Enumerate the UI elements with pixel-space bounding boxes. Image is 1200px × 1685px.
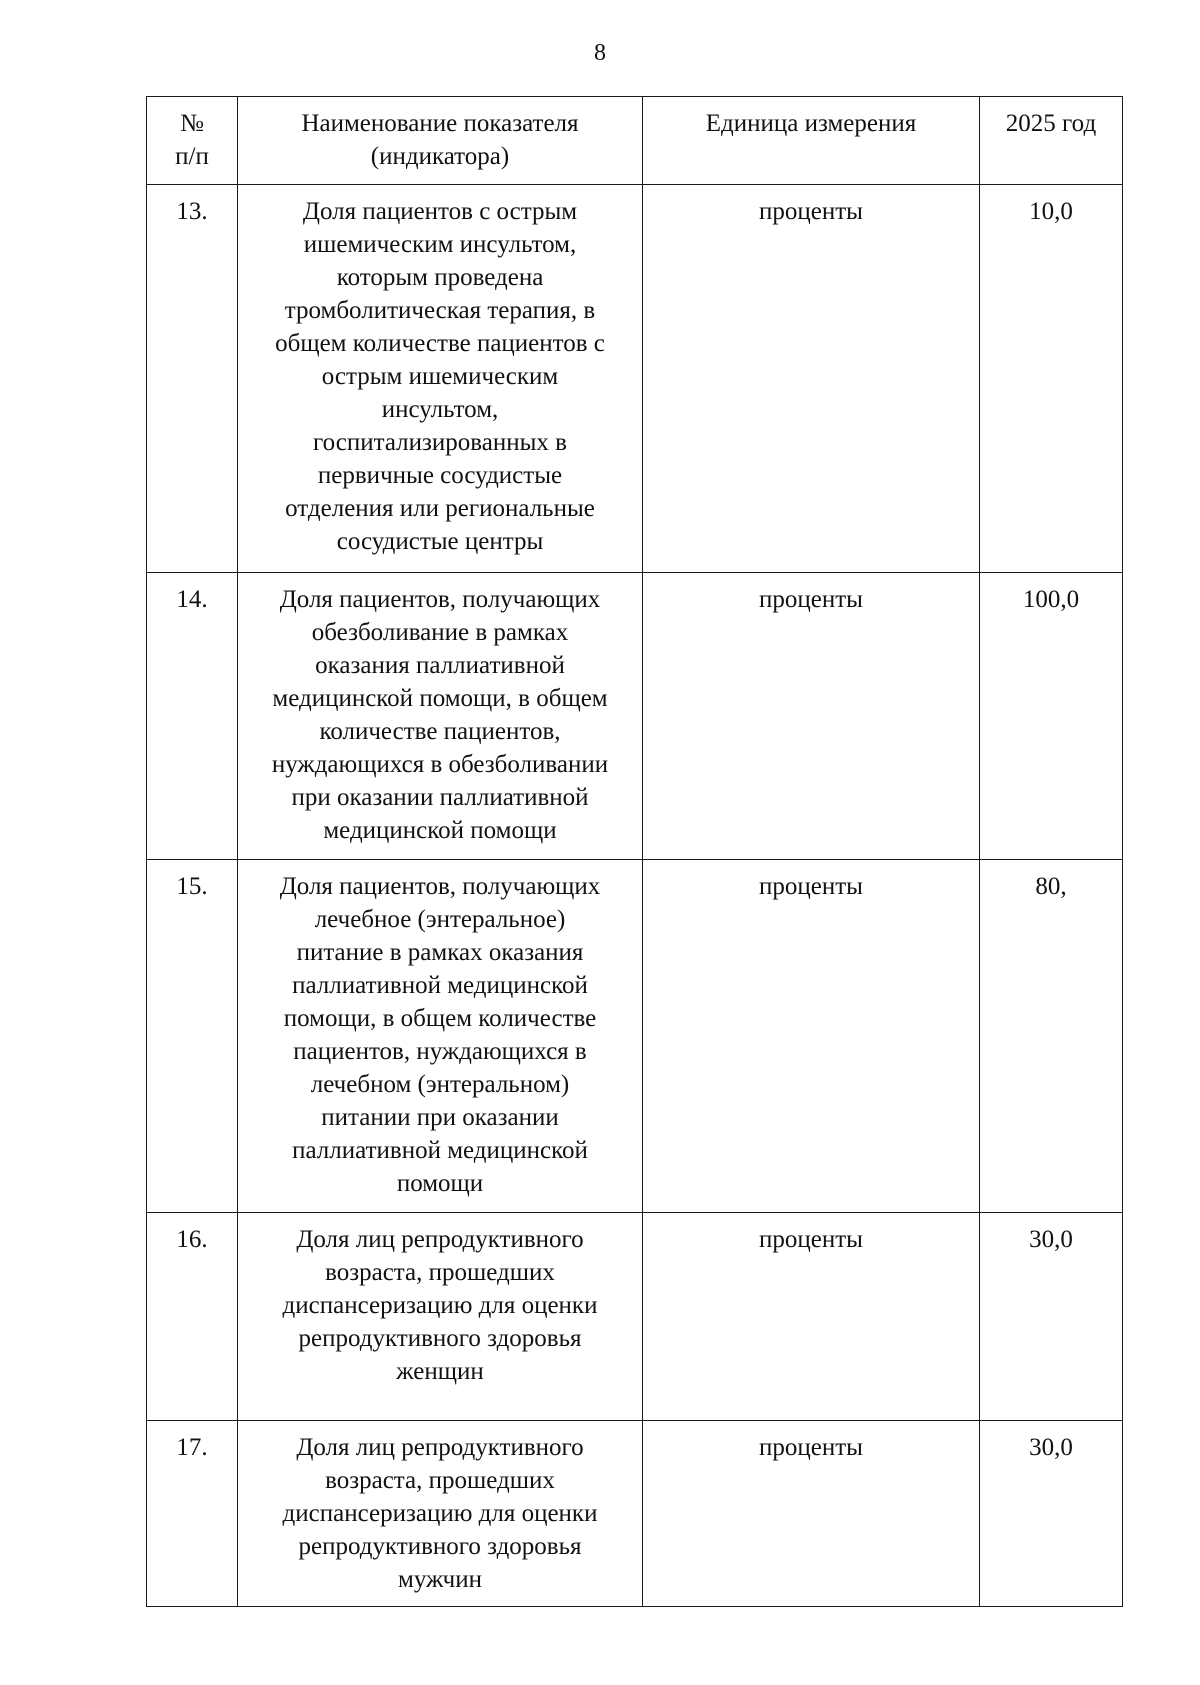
indicator-name	[238, 185, 643, 573]
indicator-name-line: отделения или региональные	[285, 495, 595, 522]
indicator-name-line: общем количестве пациентов с	[275, 330, 605, 357]
unit-of-measure: проценты	[643, 1213, 980, 1421]
indicators-table	[146, 96, 1123, 1607]
year-value: 10,0	[980, 185, 1123, 573]
indicator-name-line: при оказании паллиативной	[291, 784, 589, 811]
indicator-name-line: мужчин	[398, 1566, 482, 1593]
unit-of-measure: проценты	[643, 573, 980, 860]
table-body	[147, 185, 1123, 1607]
indicator-name-line: которым проведена	[336, 264, 544, 291]
indicator-name-line: острым ишемическим	[321, 363, 559, 390]
indicator-name-line: тромболитическая терапия, в	[284, 297, 596, 324]
indicator-name-line: женщин	[396, 1358, 484, 1385]
header-name-line: (индикатора)	[370, 143, 510, 170]
indicator-name-line: Доля пациентов с острым	[302, 198, 578, 225]
year-value: 30,0	[980, 1421, 1123, 1607]
indicator-name	[238, 1213, 643, 1421]
unit-of-measure: проценты	[643, 1421, 980, 1607]
indicator-name-line: Доля лиц репродуктивного	[296, 1434, 584, 1461]
year-value: 30,0	[980, 1213, 1123, 1421]
table-row	[147, 1213, 1123, 1421]
indicator-name-line: помощи	[396, 1170, 484, 1197]
header-value-line: 2025 год	[1005, 110, 1097, 137]
table-row	[147, 860, 1123, 1213]
indicator-name-line: медицинской помощи	[323, 817, 557, 844]
page-number: 8	[594, 40, 606, 66]
unit-of-measure: проценты	[643, 860, 980, 1213]
indicator-name	[238, 1421, 643, 1607]
indicator-name-line: диспансеризацию для оценки	[282, 1500, 598, 1527]
header-number-line: №	[180, 110, 204, 137]
indicator-name-line: первичные сосудистые	[317, 462, 563, 489]
indicator-name	[238, 860, 643, 1213]
indicator-name-line: ишемическим инсультом,	[303, 231, 577, 258]
header-number-line: п/п	[175, 143, 209, 170]
indicator-name-line: паллиативной медицинской	[292, 1137, 588, 1164]
header-number	[147, 97, 238, 185]
indicator-name-line: питание в рамках оказания	[296, 939, 584, 966]
indicator-name-line: репродуктивного здоровья	[298, 1533, 582, 1560]
indicator-name-line: диспансеризацию для оценки	[282, 1292, 598, 1319]
table-header-row	[147, 97, 1123, 185]
indicator-name-line: медицинской помощи, в общем	[272, 685, 608, 712]
indicator-name-line: возраста, прошедших	[325, 1467, 555, 1494]
header-unit-line: Единица измерения	[705, 110, 917, 137]
row-number: 17.	[147, 1421, 238, 1607]
indicator-name-line: репродуктивного здоровья	[298, 1325, 582, 1352]
row-number: 14.	[147, 573, 238, 860]
header-year-value	[980, 97, 1123, 185]
year-value: 80,	[980, 860, 1123, 1213]
indicator-name-line: Доля пациентов, получающих	[279, 586, 601, 613]
indicator-name-line: пациентов, нуждающихся в	[293, 1038, 587, 1065]
header-indicator-name	[238, 97, 643, 185]
row-number: 15.	[147, 860, 238, 1213]
indicator-name-line: обезболивание в рамках	[311, 619, 569, 646]
unit-of-measure: проценты	[643, 185, 980, 573]
row-number: 16.	[147, 1213, 238, 1421]
table-row	[147, 573, 1123, 860]
indicator-name-line: помощи, в общем количестве	[283, 1005, 597, 1032]
indicator-name-line: возраста, прошедших	[325, 1259, 555, 1286]
indicator-name-line: количестве пациентов,	[319, 718, 561, 745]
indicator-name-line: госпитализированных в	[313, 429, 567, 456]
header-name-line: Наименование показателя	[301, 110, 579, 137]
indicator-name-line: нуждающихся в обезболивании	[271, 751, 609, 778]
header-unit	[643, 97, 980, 185]
table-row	[147, 1421, 1123, 1607]
year-value: 100,0	[980, 573, 1123, 860]
indicator-name-line: Доля пациентов, получающих	[279, 873, 601, 900]
indicator-name-line: питании при оказании	[321, 1104, 559, 1131]
indicator-name	[238, 573, 643, 860]
indicator-name-line: лечебном (энтеральном)	[310, 1071, 570, 1098]
indicator-name-line: сосудистые центры	[336, 528, 544, 555]
indicator-name-line: инсультом,	[381, 396, 499, 423]
row-number: 13.	[147, 185, 238, 573]
indicator-name-line: лечебное (энтеральное)	[314, 906, 566, 933]
table-row	[147, 185, 1123, 573]
indicator-name-line: паллиативной медицинской	[292, 972, 588, 999]
indicator-name-line: Доля лиц репродуктивного	[296, 1226, 584, 1253]
indicator-name-line: оказания паллиативной	[315, 652, 565, 679]
